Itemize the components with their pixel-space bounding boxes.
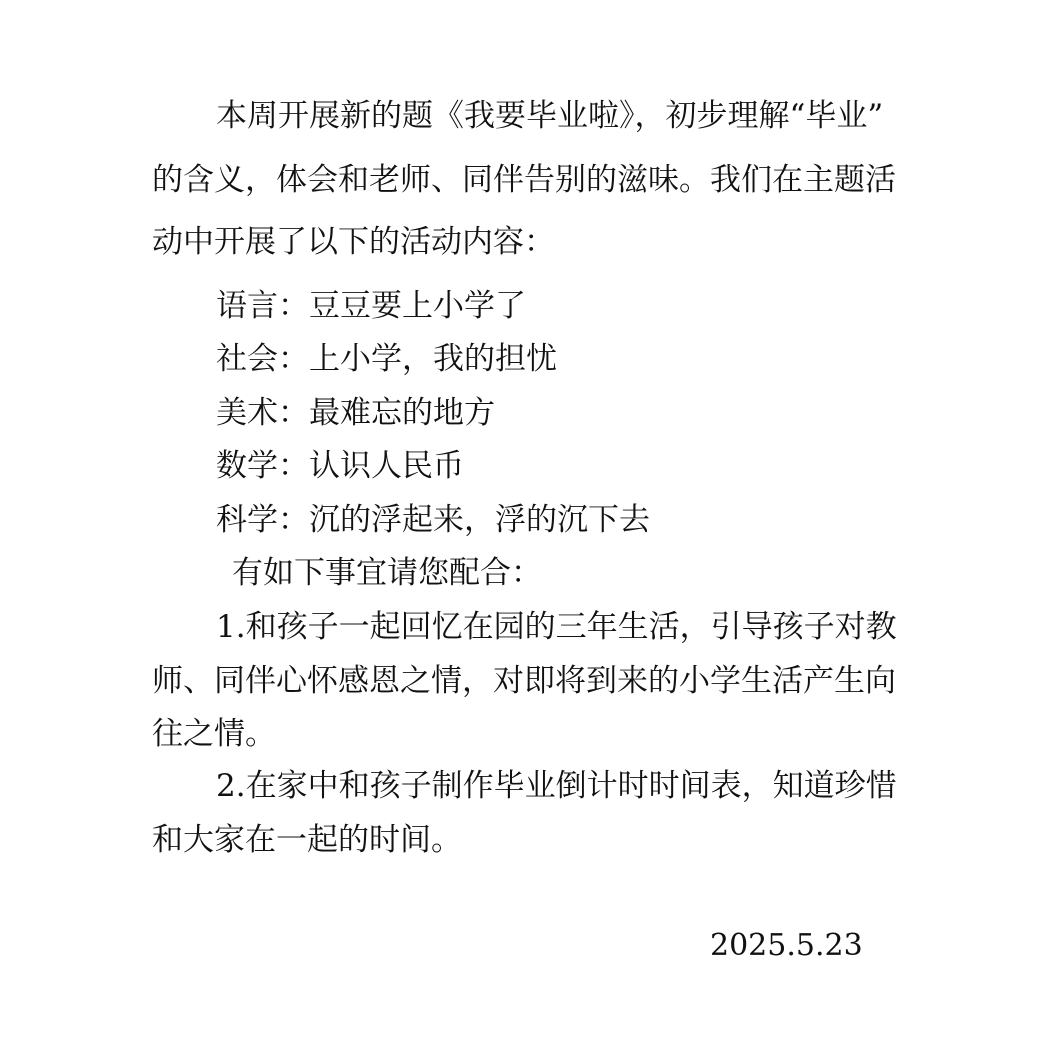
request-item-1-line-3: 往之情。 <box>152 716 276 752</box>
intro-line-3: 动中开展了以下的活动内容： <box>152 224 555 260</box>
activity-language: 语言：豆豆要上小学了 <box>216 288 526 324</box>
request-item-2-line-1: 2.在家中和孩子制作毕业倒计时时间表，知道珍惜 <box>216 768 897 804</box>
activity-math: 数学：认识人民币 <box>216 448 464 484</box>
document-date: 2025.5.23 <box>710 928 863 963</box>
request-heading: 有如下事宜请您配合： <box>232 555 542 591</box>
activity-social: 社会：上小学，我的担忧 <box>216 341 557 377</box>
request-item-1-line-2: 师、同伴心怀感恩之情，对即将到来的小学生活产生向 <box>152 663 896 699</box>
activity-science: 科学：沉的浮起来，浮的沉下去 <box>216 502 650 538</box>
intro-line-1: 本周开展新的题《我要毕业啦》，初步理解“毕业” <box>216 98 884 134</box>
request-item-2-line-2: 和大家在一起的时间。 <box>152 822 462 858</box>
activity-art: 美术：最难忘的地方 <box>216 395 495 431</box>
request-item-1-line-1: 1.和孩子一起回忆在园的三年生活，引导孩子对教 <box>216 609 897 645</box>
intro-line-2: 的含义，体会和老师、同伴告别的滋味。我们在主题活 <box>152 162 896 198</box>
